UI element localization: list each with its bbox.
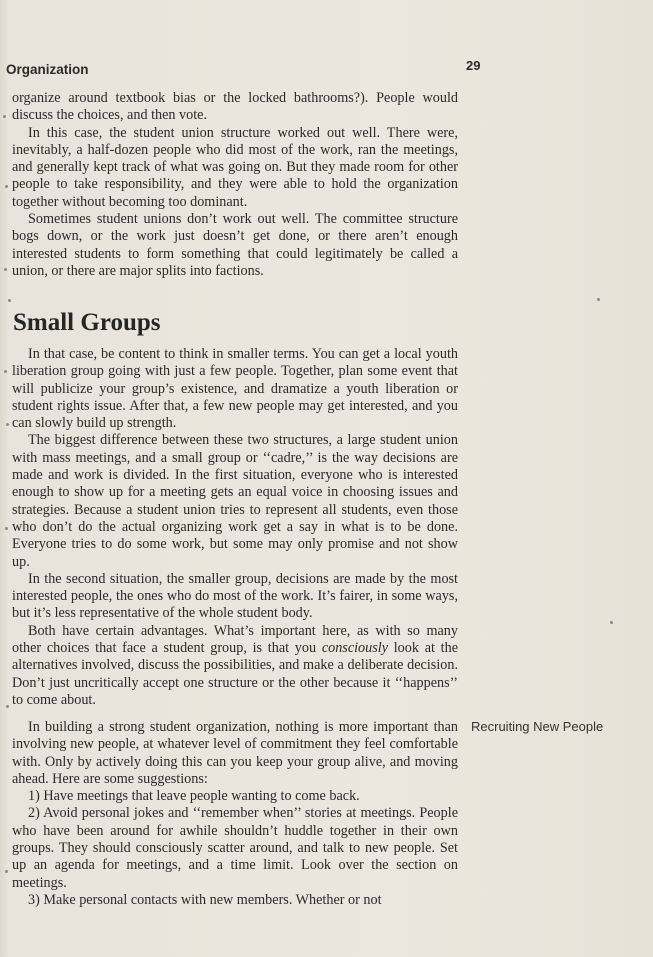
paragraph: In building a strong student organization, nothing is more important than involving new people, at whatever level of commitment they feel comfortable with. Only by actively doing this can you keep your group alive, and moving ahead. Here are some suggestions: bbox=[12, 719, 458, 787]
paragraph: In that case, be content to think in smaller terms. You can get a local youth liberation group going with just a few people. Together, plan some event that will publicize your group’s existence, and dramatize a youth liberation or student rights issue. After that, a few new people may get interested, and you can slowly build up strength. bbox=[12, 346, 458, 432]
margin-speck bbox=[4, 268, 7, 271]
paragraph: The biggest difference between these two structures, a large student union with mass meetings, and a small group or ‘‘cadre,’’ is the way decisions are made and work is divided. In the first situation, everyone who is interested enough to show up for a meeting gets an equal voice in choosing issues and strategies. Because a student union tries to represent all students, even those who don’t do the actual organizing work get a say in what is to be done. Everyone tries to do some work, but some may only promise and not show up. bbox=[12, 432, 458, 570]
paragraph bbox=[12, 623, 458, 709]
margin-speck bbox=[5, 870, 8, 873]
emphasis-text: consciously bbox=[321, 640, 389, 657]
paragraph-text: Both have certain advantages. What’s important here, as with so many other choices that face a student group, is that you bbox=[12, 622, 458, 657]
margin-speck bbox=[6, 423, 9, 426]
section-heading-small-groups: Small Groups bbox=[13, 309, 161, 336]
paragraph-text: look at the alternatives involved, discuss the possibilities, and make a deliberate decision. Don’t just uncritically accept one structure or the other because it ‘‘happens’’ to come about. bbox=[12, 640, 458, 708]
margin-speck bbox=[6, 705, 9, 708]
margin-speck bbox=[5, 527, 8, 530]
margin-speck bbox=[610, 621, 613, 624]
paragraph: In the second situation, the smaller group, decisions are made by the most interested people, the ones who do most of the work. It’s fairer, in some ways, but it’s less representative of the whole student body. bbox=[12, 570, 458, 622]
paragraph: organize around textbook bias or the locked bathrooms?). People would discuss the choices, and then vote. bbox=[12, 90, 458, 124]
paragraph: Sometimes student unions don’t work out well. The committee structure bogs down, or the work just doesn’t get done, or there aren’t enough interested students to form something that could legitimately be called a union, or there are major splits into factions. bbox=[12, 211, 458, 279]
paragraph: In this case, the student union structure worked out well. There were, inevitably, a half-dozen people who did most of the work, ran the meetings, and generally kept track of what was going on. But they made room for other people to take responsibility, and they were able to hold the organization together without becoming too dominant. bbox=[12, 124, 458, 210]
margin-heading-recruiting: Recruiting New People bbox=[471, 719, 604, 734]
list-item: 2) Avoid personal jokes and ‘‘remember when’’ stories at meetings. People who have been around for awhile shouldn’t huddle together in their own groups. They should consciously scatter around, and talk to new people. Set up an agenda for meetings, and a time limit. Look over the section on meetings. bbox=[12, 805, 458, 891]
running-header-title: Organization bbox=[6, 62, 89, 77]
margin-speck bbox=[8, 299, 11, 302]
text-block-small-groups bbox=[12, 346, 458, 709]
list-item: 1) Have meetings that leave people wanting to come back. bbox=[28, 788, 360, 805]
list-item: 3) Make personal contacts with new members. Whether or not bbox=[28, 891, 382, 908]
margin-speck bbox=[3, 115, 6, 118]
text-block-student-union bbox=[12, 90, 458, 280]
margin-speck bbox=[5, 185, 8, 188]
margin-speck bbox=[4, 370, 7, 373]
margin-speck bbox=[597, 298, 600, 301]
page-number: 29 bbox=[466, 58, 481, 73]
text-block-recruiting bbox=[12, 719, 458, 909]
